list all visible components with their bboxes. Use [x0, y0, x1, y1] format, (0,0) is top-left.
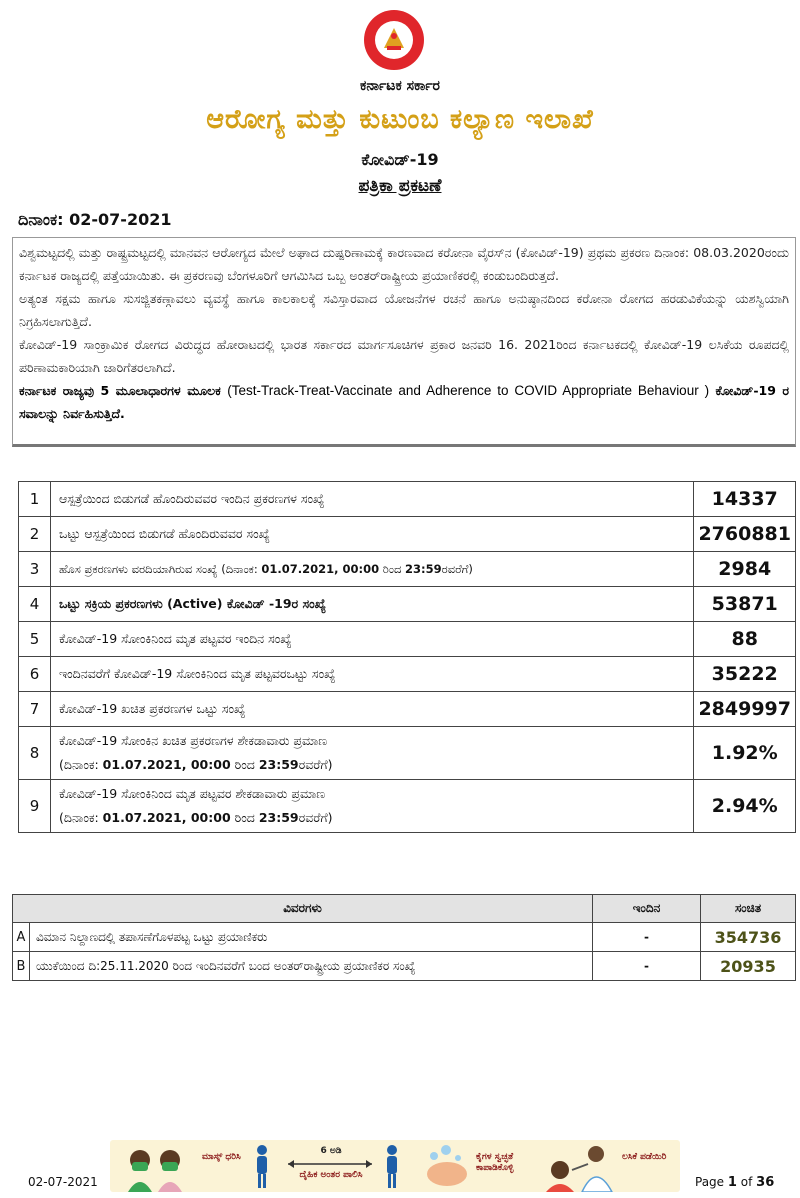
desc-date-range	[59, 753, 685, 777]
mask-people-icon	[118, 1140, 198, 1192]
desc-date: 01.07.2021, 00:00	[102, 757, 231, 772]
table-row	[19, 482, 796, 517]
table-row	[19, 780, 796, 833]
desc-part: ಹೊಸ ಪ್ರಕರಣಗಳು ವರದಿಯಾಗಿರುವ ಸಂಖ್ಯೆ (ದಿನಾಂಕ:	[59, 561, 262, 576]
intro-box	[12, 237, 796, 447]
row-number: 2	[19, 517, 51, 552]
footer-date: 02-07-2021	[28, 1175, 98, 1189]
table-row	[19, 587, 796, 622]
vaccination-icon	[542, 1140, 618, 1192]
row-cumulative: 20935	[701, 952, 796, 981]
row-number: 1	[19, 482, 51, 517]
page-of: of	[740, 1175, 753, 1189]
desc-time: 23:59	[258, 757, 299, 772]
intro-paragraph-2: ಅತ್ಯಂತ ಸಕ್ಷಮ ಹಾಗೂ ಸುಸಜ್ಜಿತಕಣ್ಗಾವಲು ವ್ಯವಸ್ಥೆ ಹಾಗೂ ಕಾಲಕಾಲಕ್ಕೆ ಸವಿಸ್ತಾರವಾದ ಯೋಜನೆಗಳ ರಚನೆ ಹಾಗೂ ಅನುಷ್ಠಾನದಿಂದ ಕರೋನಾ ರೋಗದ ಹರಡುವಿಕೆಯನ್ನು ಯಶಸ್ವಿಯಾಗಿ ನಿಗ್ರಹಿಸಲಾಗುತ್ತಿದೆ.	[19, 291, 789, 329]
row-description: ಒಟ್ಟು ಆಸ್ಪತ್ರೆಯಿಂದ ಬಿಡುಗಡೆ ಹೊಂದಿರುವವರ ಸಂಖ್ಯೆ	[51, 517, 694, 552]
covid-guidelines-banner	[110, 1140, 680, 1192]
table-header-row	[13, 895, 796, 923]
row-cumulative: 354736	[701, 923, 796, 952]
desc-part: ರಿಂದ	[379, 561, 406, 576]
desc-part: (ದಿನಾಂಕ:	[59, 757, 103, 772]
row-description	[51, 780, 694, 833]
hand-wash-icon	[420, 1140, 474, 1192]
release-date: ದಿನಾಂಕ: 02-07-2021	[18, 210, 172, 229]
desc-part: ರವರೆಗೆ)	[298, 810, 333, 825]
row-today: -	[593, 952, 701, 981]
row-number: 4	[19, 587, 51, 622]
row-number: 7	[19, 692, 51, 727]
row-value: 35222	[694, 657, 796, 692]
desc-date-range	[59, 806, 685, 830]
row-description: ಕೋವಿಡ್-19 ಸೋಂಕಿನಿಂದ ಮೃತ ಪಟ್ಟವರ ಇಂದಿನ ಸಂಖ್ಯೆ	[51, 622, 694, 657]
page-number: 1	[727, 1175, 737, 1190]
table-row	[19, 517, 796, 552]
person-left-icon	[250, 1140, 274, 1192]
table-row	[19, 692, 796, 727]
table-row	[19, 727, 796, 780]
row-today: -	[593, 923, 701, 952]
intro-paragraph-1: ವಿಶ್ವಮಟ್ಟದಲ್ಲಿ ಮತ್ತು ರಾಷ್ಟ್ರಮಟ್ಟದಲ್ಲಿ ಮಾನವನ ಆರೋಗ್ಯದ ಮೇಲೆ ಅಘಾದ ದುಷ್ಪರಿಣಾಮಕ್ಕೆ ಕಾರಣವಾದ ಕರೋನಾ ವೈರಸ್‌ನ (ಕೋವಿಡ್-19) ಪ್ರಥಮ ಪ್ರಕರಣ ದಿನಾಂಕ: 08.03.2020ರಂದು ಕರ್ನಾಟಕ ರಾಜ್ಯದಲ್ಲಿ ಪತ್ತೆಯಾಯಿತು. ಈ ಪ್ರಕರಣವು ಬೆಂಗಳೂರಿಗೆ ಆಗಮಿಸಿದ ಒಬ್ಬ ಅಂತರ್‌ರಾಷ್ಟ್ರೀಯ ಪ್ರಯಾಣಿಕರಲ್ಲಿ ಕಂಡುಬಂದಿರುತ್ತದೆ.	[19, 245, 789, 283]
row-value: 2849997	[694, 692, 796, 727]
row-number: 6	[19, 657, 51, 692]
distance-arrow-icon	[280, 1140, 380, 1192]
desc-part: ರಿಂದ	[230, 810, 259, 825]
distance-label: ದೈಹಿಕ ಅಂತರ ಪಾಲಿಸಿ	[299, 1170, 363, 1180]
covid-stats-table	[18, 481, 796, 833]
department-title: ಆರೋಗ್ಯ ಮತ್ತು ಕುಟುಂಬ ಕಲ್ಯಾಣ ಇಲಾಖೆ	[206, 104, 594, 135]
table-row	[19, 657, 796, 692]
desc-time: 23:59	[405, 561, 442, 576]
desc-part: (ದಿನಾಂಕ:	[59, 810, 103, 825]
desc-date: 01.07.2021, 00:00	[261, 561, 380, 576]
desc-date: 01.07.2021, 00:00	[102, 810, 231, 825]
intro-paragraph-4	[19, 379, 789, 425]
row-value: 14337	[694, 482, 796, 517]
row-description: ಯುಕೆಯಿಂದ ದಿ:25.11.2020 ರಿಂದ ಇಂದಿನವರೆಗೆ ಬಂದ ಅಂತರ್‌ರಾಷ್ಟ್ರೀಯ ಪ್ರಯಾಣಿಕರ ಸಂಖ್ಯೆ	[30, 952, 593, 981]
intro-paragraph-3: ಕೋವಿಡ್-19 ಸಾಂಕ್ರಾಮಿಕ ರೋಗದ ವಿರುದ್ಧದ ಹೋರಾಟದಲ್ಲಿ ಭಾರತ ಸರ್ಕಾರದ ಮಾರ್ಗಸೂಚಿಗಳ ಪ್ರಕಾರ ಜನವರಿ 16. 2021ರಿಂದ ಕರ್ನಾಟಕದಲ್ಲಿ ಕೋವಿಡ್-19 ಲಸಿಕೆಯ ರೂಪದಲ್ಲಿ ಪರಿಣಾಮಕಾರಿಯಾಗಿ ಜಾರಿಗೆತರಲಾಗಿದೆ.	[19, 337, 789, 375]
desc-time: 23:59	[258, 810, 299, 825]
person-right-icon	[380, 1140, 404, 1192]
distance-value: 6 ಅಡಿ	[320, 1146, 342, 1156]
subject-title: ಕೋವಿಡ್-19	[361, 150, 439, 169]
desc-main: ಕೋವಿಡ್-19 ಸೋಂಕಿನ ಖಚಿತ ಪ್ರಕರಣಗಳ ಶೇಕಡಾವಾರು ಪ್ರಮಾಣ	[59, 733, 328, 748]
row-value: 88	[694, 622, 796, 657]
para4-prefix: ಕರ್ನಾಟಕ ರಾಜ್ಯವು 5 ಮೂಲಾಧಾರಗಳ ಮೂಲಕ	[19, 383, 228, 398]
travel-table	[12, 894, 796, 981]
row-description: ಇಂದಿನವರೆಗೆ ಕೋವಿಡ್-19 ಸೋಂಕಿನಿಂದ ಮೃತ ಪಟ್ಟವರಒಟ್ಟು ಸಂಖ್ಯೆ	[51, 657, 694, 692]
table-row	[19, 552, 796, 587]
row-value: 2984	[694, 552, 796, 587]
government-name: ಕರ್ನಾಟಕ ಸರ್ಕಾರ	[360, 78, 440, 94]
press-release-title: ಪತ್ರಿಕಾ ಪ್ರಕಟಣೆ	[358, 176, 442, 196]
row-value: 2760881	[694, 517, 796, 552]
desc-part: ರಿಂದ	[230, 757, 259, 772]
row-number: 3	[19, 552, 51, 587]
desc-part: ರವರೆಗೆ)	[441, 561, 473, 576]
row-number: 5	[19, 622, 51, 657]
hands-label: ಕೈಗಳ ಸ್ವಚ್ಛತೆ ಕಾಪಾಡಿಕೊಳ್ಳಿ	[476, 1152, 514, 1173]
row-description: ಒಟ್ಟು ಸಕ್ರಿಯ ಪ್ರಕರಣಗಳು (Active) ಕೋವಿಡ್ -19ರ ಸಂಖ್ಯೆ	[51, 587, 694, 622]
page-prefix: Page	[695, 1175, 725, 1189]
row-value: 1.92%	[694, 727, 796, 780]
row-index: B	[13, 952, 30, 981]
row-value: 53871	[694, 587, 796, 622]
vaccine-label: ಲಸಿಕೆ ಪಡೆಯಿರಿ	[622, 1152, 667, 1162]
row-description: ಕೋವಿಡ್-19 ಖಚಿತ ಪ್ರಕರಣಗಳ ಒಟ್ಟು ಸಂಖ್ಯೆ	[51, 692, 694, 727]
header-today: ಇಂದಿನ	[593, 895, 701, 923]
row-number: 8	[19, 727, 51, 780]
row-description: ವಿಮಾನ ನಿಲ್ದಾಣದಲ್ಲಿ ತಪಾಸಣೆಗೊಳಪಟ್ಟ ಒಟ್ಟು ಪ್ರಯಾಣಿಕರು	[30, 923, 593, 952]
row-value: 2.94%	[694, 780, 796, 833]
header-details: ವಿವರಗಳು	[13, 895, 593, 923]
government-seal-logo	[349, 8, 439, 72]
row-index: A	[13, 923, 30, 952]
row-description	[51, 727, 694, 780]
mask-label: ಮಾಸ್ಕ್ ಧರಿಸಿ	[202, 1152, 241, 1162]
page-total: 36	[756, 1175, 775, 1190]
row-description	[51, 552, 694, 587]
para4-suffix: ಕೋವಿಡ್-19 ರ ಸವಾಲನ್ನು ನಿರ್ವಹಿಸುತ್ತಿದೆ.	[19, 383, 789, 421]
row-description: ಆಸ್ಪತ್ರೆಯಿಂದ ಬಿಡುಗಡೆ ಹೊಂದಿರುವವರ ಇಂದಿನ ಪ್ರಕರಣಗಳ ಸಂಖ್ಯೆ	[51, 482, 694, 517]
table-row	[13, 923, 796, 952]
row-number: 9	[19, 780, 51, 833]
page-indicator	[695, 1175, 774, 1190]
table-row	[13, 952, 796, 981]
desc-part: ರವರೆಗೆ)	[298, 757, 333, 772]
header-cumulative: ಸಂಚಿತ	[701, 895, 796, 923]
table-row	[19, 622, 796, 657]
para4-english: (Test-Track-Treat-Vaccinate and Adherence to COVID Appropriate Behaviour )	[227, 383, 710, 398]
desc-main: ಕೋವಿಡ್-19 ಸೋಂಕಿನಿಂದ ಮೃತ ಪಟ್ಟವರ ಶೇಕಡಾವಾರು ಪ್ರಮಾಣ	[59, 786, 326, 801]
